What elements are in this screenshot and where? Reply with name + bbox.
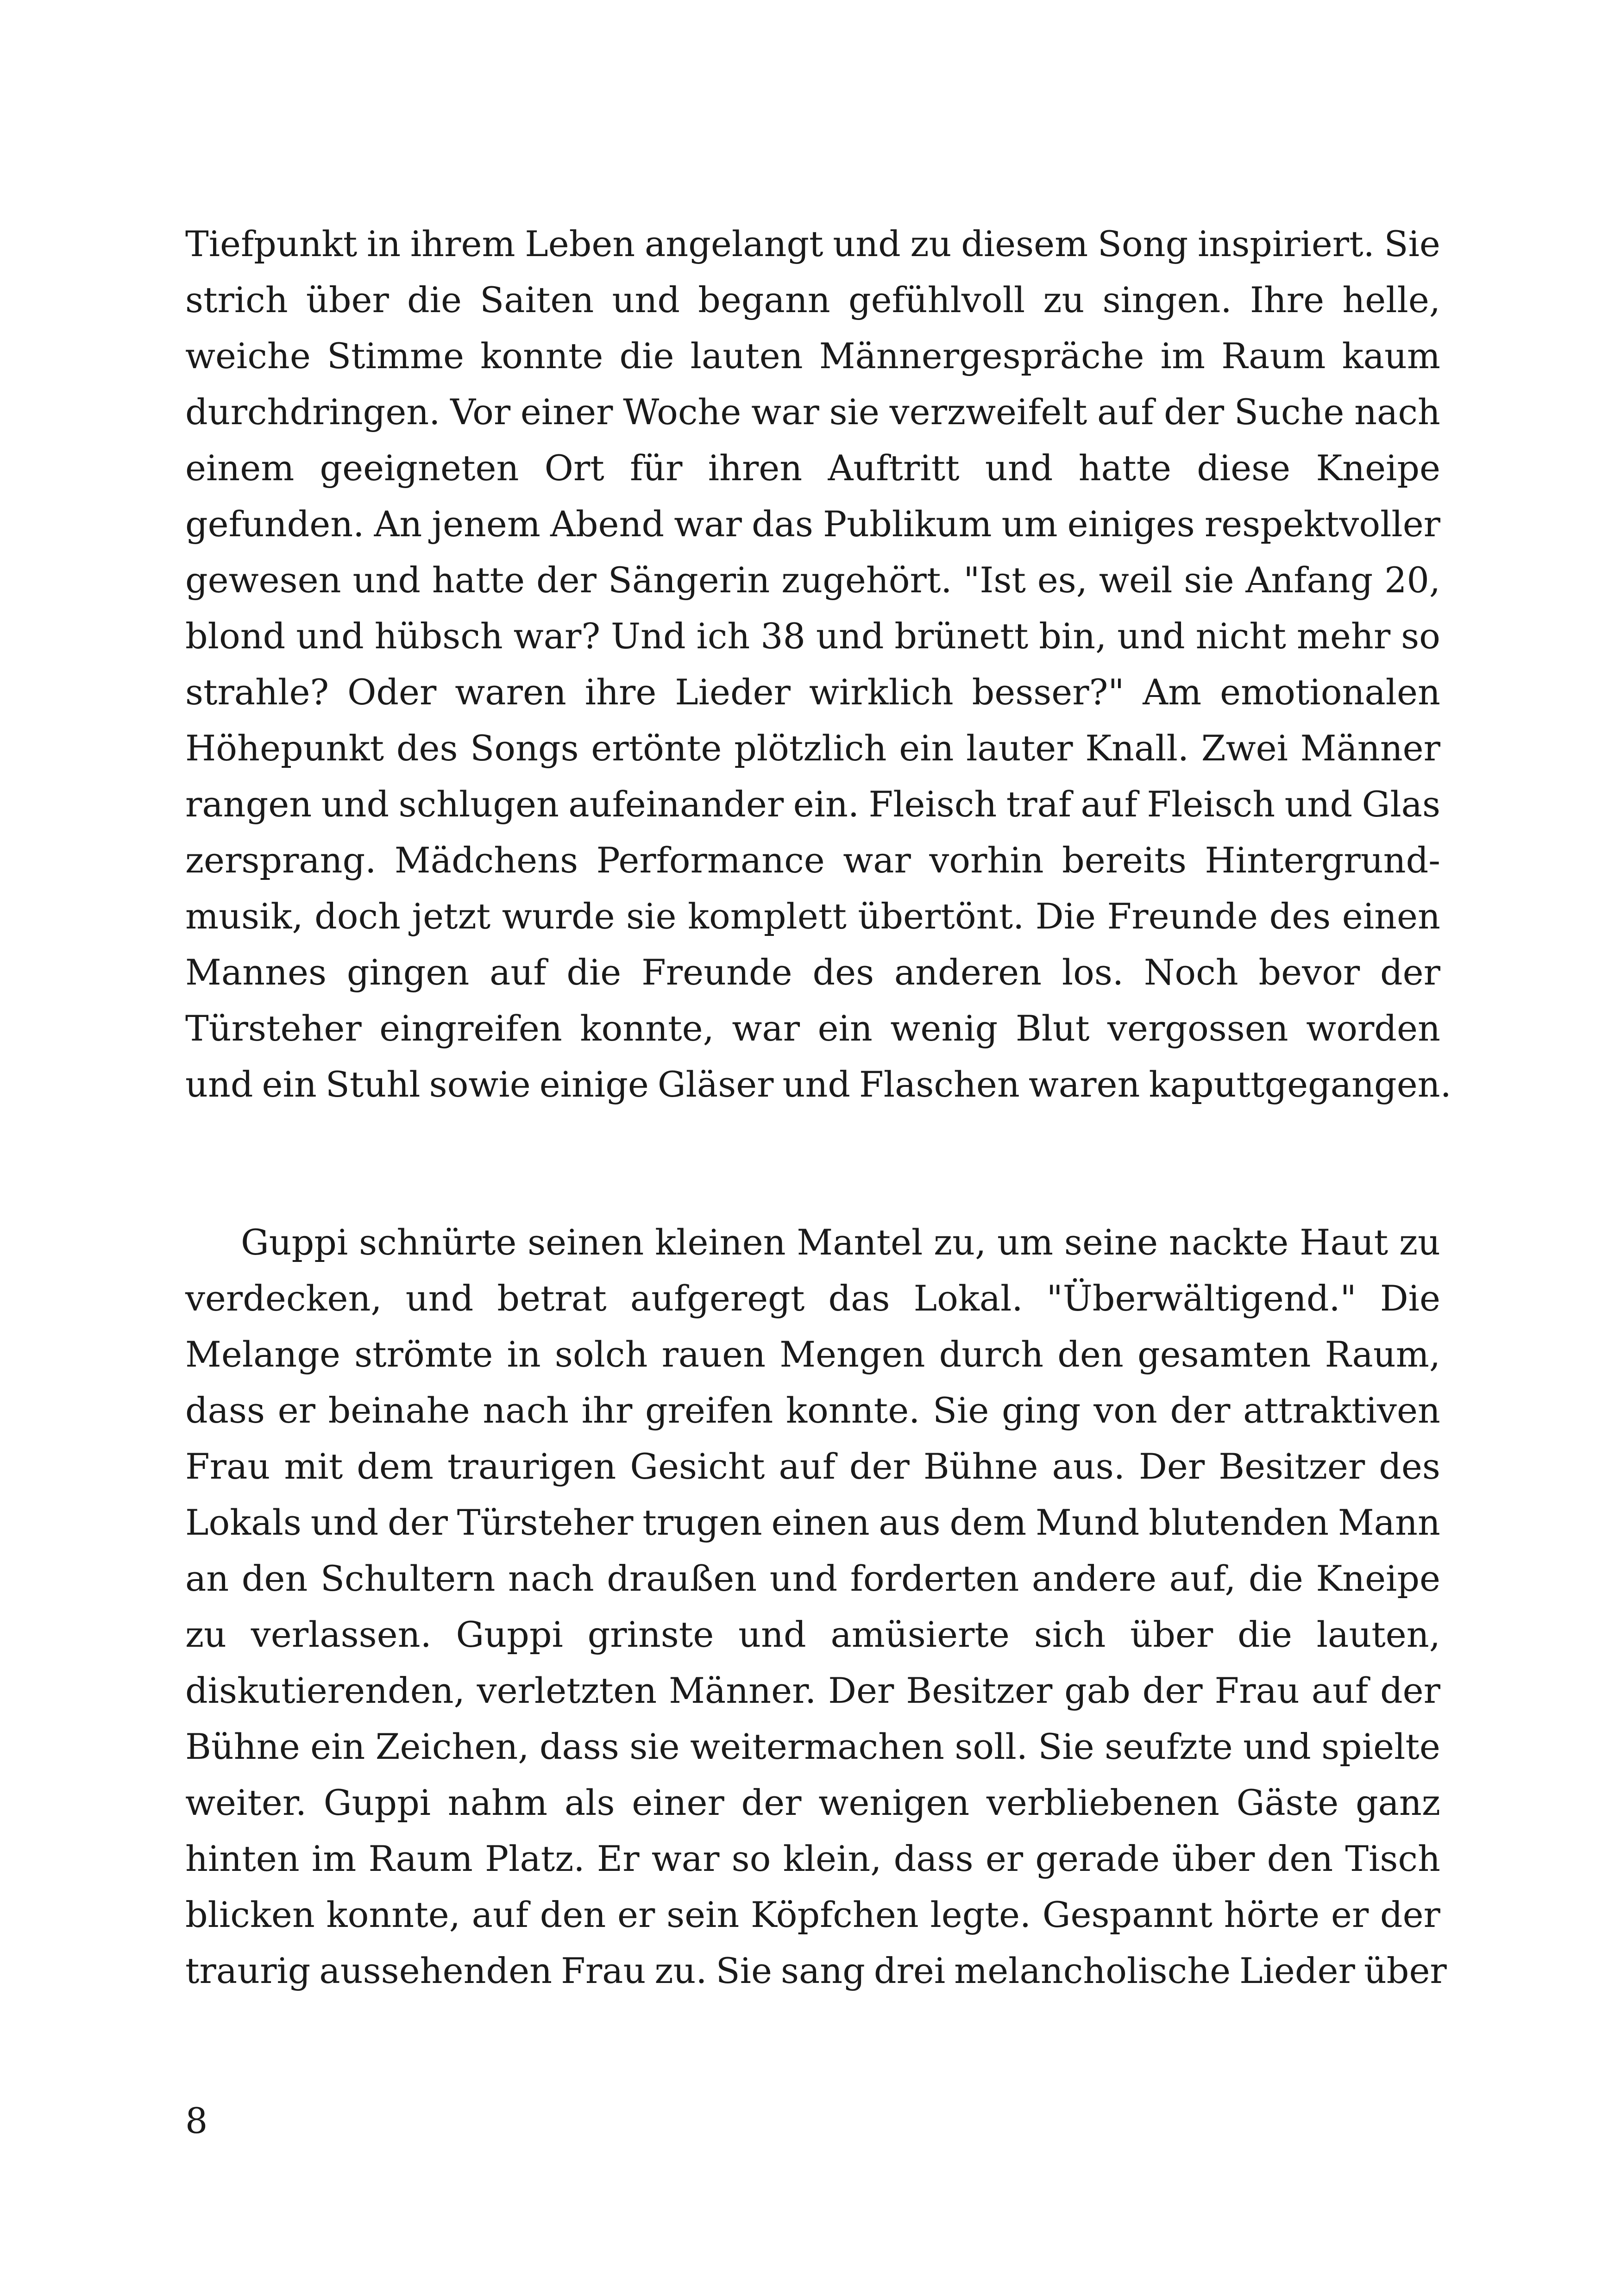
text-line: Melange strömte in solch rauen Mengen durch den gesamten Raum,	[185, 1334, 1440, 1375]
text-line: strich über die Saiten und begann gefühlvoll zu singen. Ihre helle,	[185, 279, 1440, 320]
text-line: Mannes gingen auf die Freunde des anderen los. Noch bevor der	[185, 952, 1440, 993]
text-line: blond und hübsch war? Und ich 38 und brünett bin, und nicht mehr so	[185, 615, 1440, 657]
text-line: und ein Stuhl sowie einige Gläser und Flaschen waren kaputtgegangen.	[185, 1064, 1451, 1105]
text-line: gefunden. An jenem Abend war das Publikum um einiges respektvoller	[185, 503, 1440, 545]
text-line: durchdringen. Vor einer Woche war sie verzweifelt auf der Suche nach	[185, 391, 1440, 433]
text-line: blicken konnte, auf den er sein Köpfchen legte. Gespannt hörte er der	[185, 1894, 1440, 1935]
paragraph-1	[185, 216, 1451, 1112]
text-line: einem geeigneten Ort für ihren Auftritt und hatte diese Kneipe	[185, 447, 1440, 489]
text-line: an den Schultern nach draußen und forderten andere auf, die Kneipe	[185, 1558, 1440, 1599]
text-line: strahle? Oder waren ihre Lieder wirklich besser?" Am emotionalen	[185, 671, 1440, 713]
text-line: dass er beinahe nach ihr greifen konnte. Sie ging von der attraktiven	[185, 1390, 1440, 1431]
text-line: Guppi schnürte seinen kleinen Mantel zu, um seine nackte Haut zu	[241, 1222, 1440, 1263]
text-line: Lokals und der Türsteher trugen einen aus dem Mund blutenden Mann	[185, 1502, 1440, 1543]
text-line: verdecken, und betrat aufgeregt das Lokal. "Überwältigend." Die	[185, 1278, 1440, 1319]
text-line: zersprang. Mädchens Performance war vorhin bereits Hintergrund-	[185, 840, 1440, 881]
page-number: 8	[185, 2100, 208, 2141]
text-line: Höhepunkt des Songs ertönte plötzlich ein lauter Knall. Zwei Männer	[185, 728, 1440, 769]
text-line: Bühne ein Zeichen, dass sie weitermachen soll. Sie seufzte und spielte	[185, 1726, 1440, 1767]
text-line: traurig aussehenden Frau zu. Sie sang drei melancholische Lieder über	[185, 1950, 1447, 1991]
text-line: rangen und schlugen aufeinander ein. Fleisch traf auf Fleisch und Glas	[185, 784, 1440, 825]
paragraph-2	[185, 1214, 1447, 1999]
text-line: hinten im Raum Platz. Er war so klein, dass er gerade über den Tisch	[185, 1838, 1440, 1879]
text-line: zu verlassen. Guppi grinste und amüsierte sich über die lauten,	[185, 1614, 1440, 1655]
text-line: weiter. Guppi nahm als einer der wenigen verbliebenen Gäste ganz	[185, 1782, 1440, 1823]
text-line: gewesen und hatte der Sängerin zugehört. "Ist es, weil sie Anfang 20,	[185, 559, 1440, 601]
text-line: Tiefpunkt in ihrem Leben angelangt und zu diesem Song inspiriert. Sie	[185, 223, 1440, 264]
text-line: Türsteher eingreifen konnte, war ein wenig Blut vergossen worden	[185, 1008, 1440, 1049]
text-line: Frau mit dem traurigen Gesicht auf der Bühne aus. Der Besitzer des	[185, 1446, 1440, 1487]
text-line: weiche Stimme konnte die lauten Männergespräche im Raum kaum	[185, 335, 1440, 376]
text-line: diskutierenden, verletzten Männer. Der Besitzer gab der Frau auf der	[185, 1670, 1440, 1711]
text-line: musik, doch jetzt wurde sie komplett übertönt. Die Freunde des einen	[185, 896, 1440, 937]
